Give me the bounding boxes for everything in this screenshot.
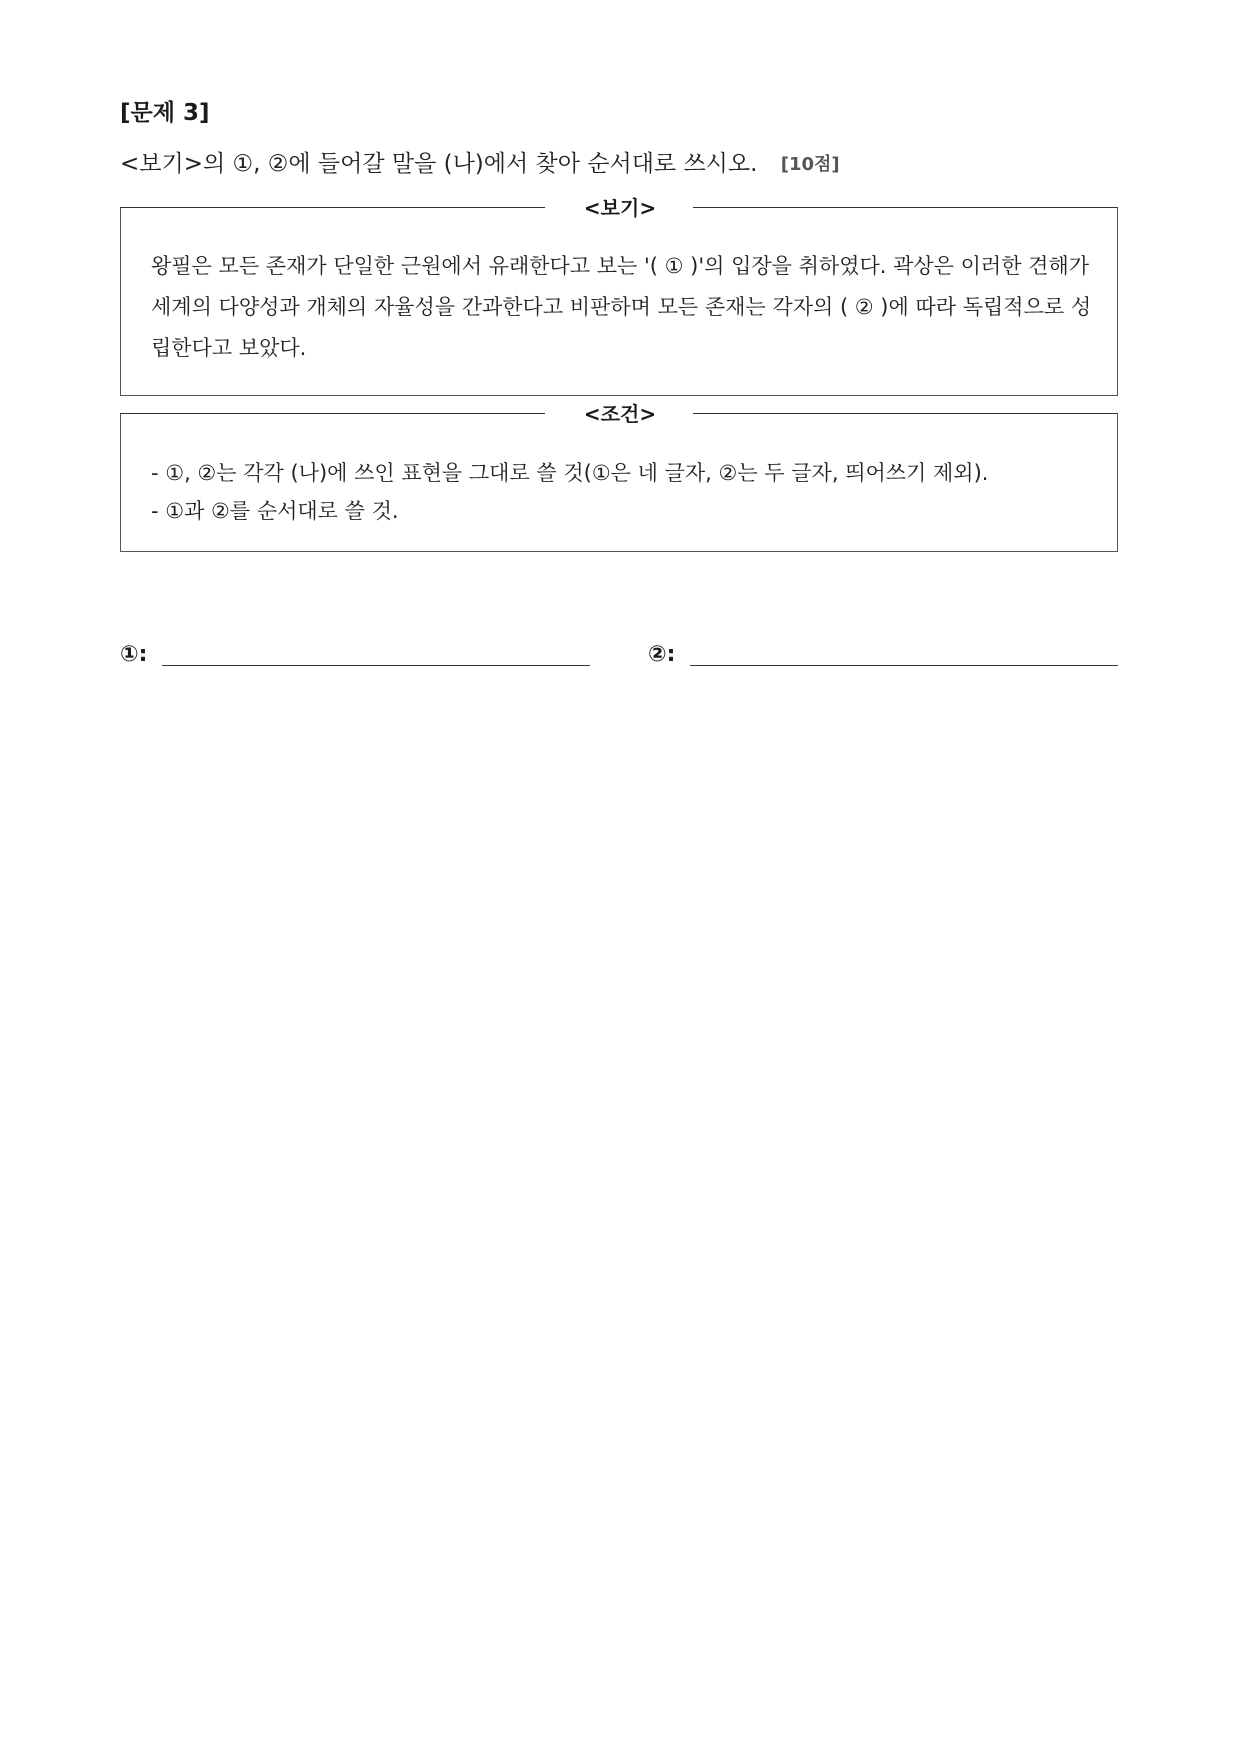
- answer-field-1[interactable]: [120, 638, 590, 674]
- bogi-text: 왕필은 모든 존재가 단일한 근원에서 유래한다고 보는 '( ① )'의 입장을 취하였다. 곽상은 이러한 견해가 세계의 다양성과 개체의 자율성을 간과한다고 비판하며 모든 존재는 각자의 ( ② )에 따라 독립적으로 성립한다고 보았다.: [151, 254, 1092, 360]
- divider: [693, 207, 1118, 208]
- problem-instruction: [120, 145, 840, 178]
- divider: [120, 207, 545, 208]
- conditions-list: [151, 454, 1097, 530]
- condition-item: - ①과 ②를 순서대로 쓸 것.: [151, 499, 399, 523]
- answer-line-2[interactable]: [690, 665, 1118, 666]
- bogi-header: [120, 194, 1118, 222]
- condition-item: - ①, ②는 각각 (나)에 쓰인 표현을 그대로 쓸 것(①은 네 글자, ②는 두 글자, 띄어쓰기 제외).: [151, 461, 989, 485]
- instruction-text: <보기>의 ①, ②에 들어갈 말을 (나)에서 찾아 순서대로 쓰시오.: [120, 151, 758, 177]
- answer-field-2[interactable]: [648, 638, 1118, 674]
- answer-line-1[interactable]: [162, 665, 590, 666]
- points-badge: [10점]: [780, 154, 840, 175]
- problem-title: [문제 3]: [120, 100, 210, 126]
- divider: [120, 413, 545, 414]
- bogi-box: [120, 196, 1118, 396]
- conditions-label: <조건>: [583, 402, 657, 426]
- answer-label-1: ①:: [120, 642, 148, 667]
- conditions-box: [120, 402, 1118, 552]
- divider: [693, 413, 1118, 414]
- answer-label-2: ②:: [648, 642, 676, 667]
- bogi-label: <보기>: [583, 196, 657, 220]
- conditions-header: [120, 400, 1118, 428]
